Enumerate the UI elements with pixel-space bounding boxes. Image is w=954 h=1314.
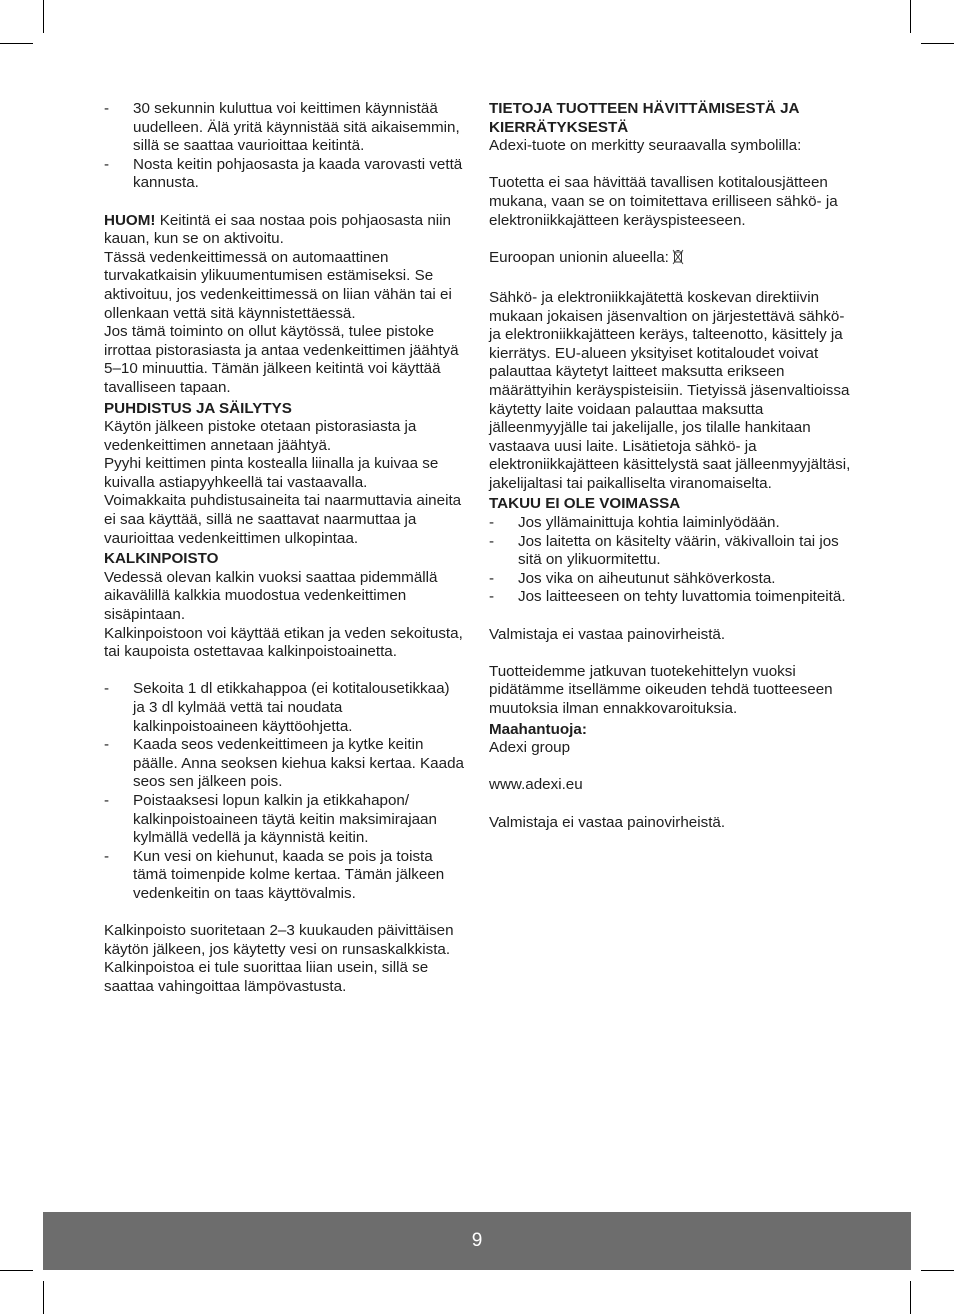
list-item: - 30 sekunnin kuluttua voi keittimen käynnistää uudelleen. Älä yritä käynnistää sitä aikaisemmin, sillä se saattaa vaurioittaa keitintä.: [104, 100, 464, 156]
crossed-out-bin-icon: [672, 249, 684, 271]
note-label: HUOM!: [104, 211, 156, 229]
note-paragraph: [104, 212, 464, 249]
list-item: - Poistaaksesi lopun kalkin ja etikkahapon/ kalkinpoistoaineen täytä keitin maksimirajaan kylmällä vedellä ja käynnistä keitin.: [104, 792, 464, 848]
list-item: - Jos vika on aiheutunut sähköverkosta.: [489, 570, 851, 589]
crop-mark: [0, 1270, 33, 1271]
descale-paragraph-2: Kalkinpoistoon voi käyttää etikan ja veden sekoitusta, tai kaupoista ostettavaa kalkinpoistoainetta.: [104, 624, 463, 661]
cleaning-heading: PUHDISTUS JA SÄILYTYS: [104, 399, 292, 417]
list-item: - Kaada seos vedenkeittimeen ja kytke keitin päälle. Anna seoksen kiehua kaksi kertaa. Kaada seos sen jälkeen pois.: [104, 736, 464, 792]
crop-mark: [43, 0, 44, 33]
footer-bar: [43, 1212, 911, 1270]
crop-mark: [910, 0, 911, 33]
cleaning-paragraph-1: Käytön jälkeen pistoke otetaan pistorasiasta ja vedenkeittimen annetaan jäähtyä.: [104, 418, 417, 454]
importer-name: Adexi group: [489, 739, 571, 757]
warranty-heading: TAKUU EI OLE VOIMASSA: [489, 495, 681, 513]
descale-closing: Kalkinpoisto suoritetaan 2–3 kuukauden päivittäisen käytön jälkeen, jos käytetty vesi on runsaskalkkista. Kalkinpoistoa ei tule suorittaa liian usein, sillä se saattaa vahingoittaa lämpövastusta.: [104, 922, 454, 995]
disposal-paragraph-1: Adexi-tuote on merkitty seuraavalla symbolilla:: [489, 137, 802, 155]
crop-mark: [0, 43, 33, 44]
eu-line: [489, 249, 851, 271]
descale-heading: KALKINPOISTO: [104, 550, 219, 568]
disposal-paragraph-2: Tuotetta ei saa hävittää tavallisen kotitalousjätteen mukana, vaan se on toimitettava erilliseen sähkö- ja elektroniikkajätteen keräyspisteeseen.: [489, 174, 838, 229]
list-item: - Jos yllämainittuja kohtia laiminlyödään.: [489, 514, 851, 533]
list-item: - Sekoita 1 dl etikkahappoa (ei kotitalousetikkaa) ja 3 dl kylmää vettä tai noudata kalkinpoistoaineen käyttöohjetta.: [104, 680, 464, 736]
printing-errors-note: Valmistaja ei vastaa painovirheistä.: [489, 813, 726, 831]
list-item: - Nosta keitin pohjaosasta ja kaada varovasti vettä kannusta.: [104, 156, 464, 193]
crop-mark: [921, 1270, 954, 1271]
left-column: [104, 100, 464, 997]
list-item: - Kun vesi on kiehunut, kaada se pois ja toista tämä toimenpide kolme kertaa. Tämän jälkeen vedenkeitin on taas käyttövalmis.: [104, 848, 464, 904]
crop-mark: [921, 43, 954, 44]
crop-mark: [43, 1281, 44, 1314]
intro-list: [104, 100, 464, 193]
importer-label: Maahantuoja:: [489, 720, 587, 738]
list-item: - Jos laitetta on käsitelty väärin, väkivalloin tai jos sitä on ylikuormitettu.: [489, 533, 851, 570]
overheat-paragraph-1: Tässä vedenkeittimessä on automaattinen turvakatkaisin ylikuumentumisen estämiseksi. Se aktivoituu, jos vedenkeittimessä on liian vähän tai ei ollenkaan vettä sitä käynnistettäessä.: [104, 248, 452, 322]
list-item: - Jos laitteeseen on tehty luvattomia toimenpiteitä.: [489, 588, 851, 607]
descale-steps: [104, 680, 464, 903]
note-text: Keitintä ei saa nostaa pois pohjaosasta niin kauan, kun se on aktivoitu.: [104, 211, 451, 248]
right-column: [489, 100, 851, 832]
product-changes-note: Tuotteidemme jatkuvan tuotekehittelyn vuoksi pidätämme itsellämme oikeuden tehdä tuotteeseen muutoksia ilman ennakkovaroituksia.: [489, 662, 833, 717]
crop-mark: [910, 1281, 911, 1314]
disposal-heading: TIETOJA TUOTTEEN HÄVITTÄMISESTÄ JA KIERRÄTYKSESTÄ: [489, 100, 799, 136]
descale-paragraph-1: Vedessä olevan kalkin vuoksi saattaa pidemmällä aikavälillä kalkkia muodostua vedenkeittimen sisäpintaan.: [104, 568, 438, 624]
overheat-paragraph-2: Jos tämä toiminto on ollut käytössä, tulee pistoke irrottaa pistorasiasta ja antaa vedenkeittimen jäähtyä 5–10 minuuttia. Tämän jälkeen keitintä voi käyttää tavalliseen tapaan.: [104, 323, 459, 396]
cleaning-paragraph-2: Pyyhi keittimen pinta kostealla liinalla ja kuivaa se kuivalla astiapyyhkeellä tai vastaavalla.: [104, 455, 439, 491]
weee-paragraph: Sähkö- ja elektroniikkajätettä koskevan direktiivin mukaan jokaisen jäsenvaltion on järjestettävä sähkö- ja elektroniikkajätteen keräys, talteenotto, käsittely ja kierrätys. EU-alueen yksityiset kotitaloudet voivat palauttaa käytetyt laitteet maksutta erikseen määrättyihin keräyspisteisiin. Tietyissä jäsenvaltioissa käytetty laite voidaan palauttaa maksutta jälleenmyyjälle tai jakelijalle, jos tilalle hankitaan vastaava uusi laite. Lisätietoja sähkö- ja elektroniikkajätteen käsittelystä saat jälleenmyyjältäsi, jakelijaltasi tai paikalliselta viranomaiselta.: [489, 288, 851, 492]
page-number: 9: [471, 1230, 483, 1251]
printing-errors-note: Valmistaja ei vastaa painovirheistä.: [489, 625, 726, 643]
eu-label: Euroopan unionin alueella:: [489, 248, 669, 266]
warranty-list: [489, 514, 851, 607]
website-text: www.adexi.eu: [489, 776, 583, 794]
cleaning-paragraph-3: Voimakkaita puhdistusaineita tai naarmuttavia aineita ei saa käyttää, sillä ne saattavat naarmuttaa ja vaurioittaa vedenkeittimen ulkopintaa.: [104, 492, 462, 547]
